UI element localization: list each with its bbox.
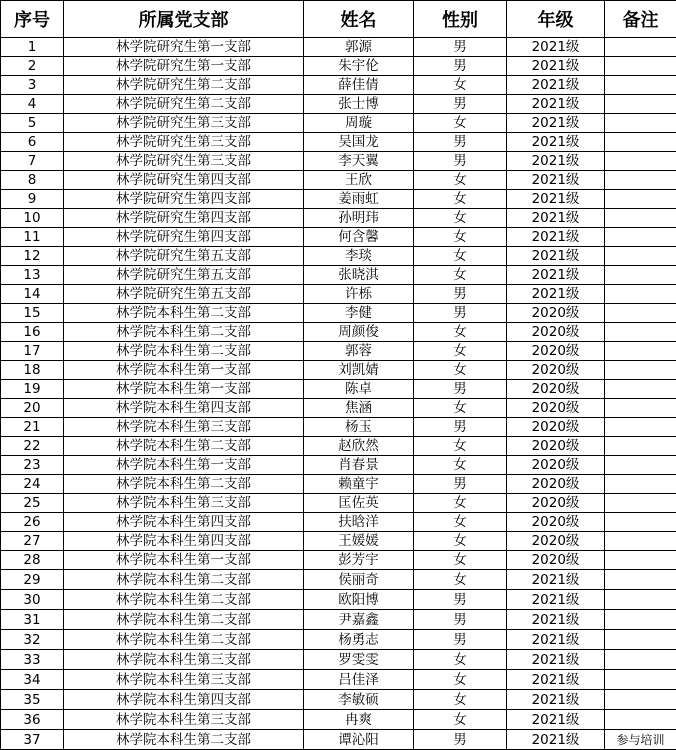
- cell-no: 34: [1, 670, 64, 690]
- cell-branch: 林学院本科生第四支部: [64, 532, 304, 551]
- cell-name: 扶晗洋: [304, 513, 414, 532]
- cell-grade: 2021级: [507, 650, 605, 670]
- cell-note: [605, 57, 676, 76]
- cell-gender: 男: [414, 152, 507, 171]
- cell-note: [605, 228, 676, 247]
- cell-no: 15: [1, 304, 64, 323]
- cell-note: [605, 209, 676, 228]
- cell-gender: 女: [414, 342, 507, 361]
- cell-grade: 2021级: [507, 57, 605, 76]
- cell-branch: 林学院研究生第一支部: [64, 57, 304, 76]
- cell-name: 侯丽奇: [304, 570, 414, 590]
- cell-name: 何含馨: [304, 228, 414, 247]
- cell-no: 7: [1, 152, 64, 171]
- cell-gender: 男: [414, 590, 507, 610]
- cell-gender: 女: [414, 650, 507, 670]
- cell-name: 谭沁阳: [304, 730, 414, 750]
- cell-branch: 林学院研究生第二支部: [64, 76, 304, 95]
- cell-name: 张晓淇: [304, 266, 414, 285]
- cell-gender: 女: [414, 437, 507, 456]
- header-note: 备注: [605, 1, 676, 38]
- cell-note: [605, 570, 676, 590]
- cell-branch: 林学院本科生第三支部: [64, 418, 304, 437]
- cell-no: 9: [1, 190, 64, 209]
- table-row: [1, 456, 676, 475]
- cell-grade: 2021级: [507, 630, 605, 650]
- cell-no: 29: [1, 570, 64, 590]
- cell-gender: 男: [414, 57, 507, 76]
- cell-name: 孙明玮: [304, 209, 414, 228]
- cell-branch: 林学院本科生第二支部: [64, 304, 304, 323]
- cell-branch: 林学院研究生第五支部: [64, 285, 304, 304]
- table-row: [1, 209, 676, 228]
- cell-gender: 男: [414, 285, 507, 304]
- cell-grade: 2021级: [507, 38, 605, 57]
- cell-grade: 2021级: [507, 209, 605, 228]
- cell-gender: 女: [414, 570, 507, 590]
- cell-name: 薛佳倩: [304, 76, 414, 95]
- cell-no: 1: [1, 38, 64, 57]
- cell-branch: 林学院本科生第二支部: [64, 342, 304, 361]
- cell-no: 4: [1, 95, 64, 114]
- cell-name: 赵欣然: [304, 437, 414, 456]
- cell-gender: 女: [414, 76, 507, 95]
- cell-name: 李天翼: [304, 152, 414, 171]
- header-row: [1, 1, 676, 38]
- cell-branch: 林学院本科生第二支部: [64, 590, 304, 610]
- table-row: [1, 38, 676, 57]
- cell-note: [605, 494, 676, 513]
- cell-name: 姜雨虹: [304, 190, 414, 209]
- cell-grade: 2021级: [507, 266, 605, 285]
- cell-branch: 林学院研究生第四支部: [64, 190, 304, 209]
- cell-name: 刘凯婧: [304, 361, 414, 380]
- cell-name: 周璇: [304, 114, 414, 133]
- cell-note: [605, 513, 676, 532]
- cell-gender: 女: [414, 171, 507, 190]
- cell-branch: 林学院本科生第一支部: [64, 380, 304, 399]
- table-row: [1, 650, 676, 670]
- cell-no: 16: [1, 323, 64, 342]
- cell-note: [605, 456, 676, 475]
- table-row: [1, 228, 676, 247]
- cell-note: [605, 710, 676, 730]
- cell-grade: 2021级: [507, 95, 605, 114]
- cell-grade: 2020级: [507, 304, 605, 323]
- table-row: [1, 399, 676, 418]
- cell-note: [605, 610, 676, 630]
- cell-name: 杨勇志: [304, 630, 414, 650]
- table-row: [1, 475, 676, 494]
- cell-name: 杨玉: [304, 418, 414, 437]
- cell-name: 许栎: [304, 285, 414, 304]
- table-row: [1, 76, 676, 95]
- cell-no: 19: [1, 380, 64, 399]
- cell-grade: 2021级: [507, 670, 605, 690]
- cell-no: 37: [1, 730, 64, 750]
- cell-grade: 2021级: [507, 152, 605, 171]
- cell-gender: 女: [414, 190, 507, 209]
- table-row: [1, 342, 676, 361]
- cell-gender: 男: [414, 630, 507, 650]
- cell-grade: 2020级: [507, 418, 605, 437]
- cell-note: 参与培训: [605, 730, 676, 750]
- table-row: [1, 590, 676, 610]
- cell-no: 35: [1, 690, 64, 710]
- cell-gender: 女: [414, 247, 507, 266]
- cell-name: 罗雯雯: [304, 650, 414, 670]
- cell-note: [605, 323, 676, 342]
- table-header: [1, 1, 676, 38]
- table-row: [1, 418, 676, 437]
- cell-grade: 2020级: [507, 437, 605, 456]
- cell-gender: 女: [414, 670, 507, 690]
- cell-name: 王媛媛: [304, 532, 414, 551]
- cell-branch: 林学院本科生第三支部: [64, 710, 304, 730]
- cell-name: 李健: [304, 304, 414, 323]
- table-row: [1, 570, 676, 590]
- cell-branch: 林学院研究生第三支部: [64, 114, 304, 133]
- cell-branch: 林学院研究生第三支部: [64, 133, 304, 152]
- cell-no: 23: [1, 456, 64, 475]
- cell-no: 31: [1, 610, 64, 630]
- cell-name: 郭蓉: [304, 342, 414, 361]
- cell-gender: 男: [414, 304, 507, 323]
- cell-grade: 2020级: [507, 380, 605, 399]
- cell-note: [605, 190, 676, 209]
- cell-branch: 林学院研究生第三支部: [64, 152, 304, 171]
- cell-gender: 男: [414, 133, 507, 152]
- header-gender: 性别: [414, 1, 507, 38]
- cell-gender: 女: [414, 456, 507, 475]
- cell-grade: 2021级: [507, 285, 605, 304]
- cell-branch: 林学院研究生第一支部: [64, 38, 304, 57]
- cell-no: 22: [1, 437, 64, 456]
- cell-no: 3: [1, 76, 64, 95]
- cell-name: 李敏硕: [304, 690, 414, 710]
- cell-no: 13: [1, 266, 64, 285]
- header-grade: 年级: [507, 1, 605, 38]
- cell-note: [605, 114, 676, 133]
- cell-no: 17: [1, 342, 64, 361]
- cell-grade: 2021级: [507, 133, 605, 152]
- cell-no: 5: [1, 114, 64, 133]
- cell-branch: 林学院本科生第一支部: [64, 361, 304, 380]
- cell-gender: 男: [414, 380, 507, 399]
- table-row: [1, 266, 676, 285]
- table-row: [1, 304, 676, 323]
- cell-gender: 男: [414, 610, 507, 630]
- cell-grade: 2021级: [507, 228, 605, 247]
- cell-note: [605, 361, 676, 380]
- table-row: [1, 95, 676, 114]
- cell-no: 11: [1, 228, 64, 247]
- cell-note: [605, 399, 676, 418]
- cell-branch: 林学院本科生第一支部: [64, 551, 304, 570]
- cell-gender: 女: [414, 690, 507, 710]
- cell-note: [605, 285, 676, 304]
- cell-grade: 2021级: [507, 570, 605, 590]
- cell-branch: 林学院研究生第二支部: [64, 95, 304, 114]
- cell-note: [605, 630, 676, 650]
- cell-note: [605, 152, 676, 171]
- cell-name: 朱宇伦: [304, 57, 414, 76]
- cell-gender: 女: [414, 513, 507, 532]
- cell-grade: 2020级: [507, 342, 605, 361]
- table-row: [1, 551, 676, 570]
- cell-name: 李琰: [304, 247, 414, 266]
- table-row: [1, 380, 676, 399]
- table-row: [1, 57, 676, 76]
- cell-name: 尹嘉鑫: [304, 610, 414, 630]
- cell-name: 欧阳博: [304, 590, 414, 610]
- cell-no: 32: [1, 630, 64, 650]
- cell-name: 匡佐英: [304, 494, 414, 513]
- cell-name: 吕佳泽: [304, 670, 414, 690]
- table-row: [1, 114, 676, 133]
- cell-name: 王欣: [304, 171, 414, 190]
- cell-no: 6: [1, 133, 64, 152]
- table-row: [1, 630, 676, 650]
- cell-name: 陈卓: [304, 380, 414, 399]
- table-row: [1, 152, 676, 171]
- cell-grade: 2020级: [507, 456, 605, 475]
- cell-no: 12: [1, 247, 64, 266]
- cell-name: 郭源: [304, 38, 414, 57]
- cell-no: 36: [1, 710, 64, 730]
- cell-branch: 林学院本科生第四支部: [64, 399, 304, 418]
- cell-branch: 林学院本科生第二支部: [64, 630, 304, 650]
- table-row: [1, 361, 676, 380]
- cell-no: 14: [1, 285, 64, 304]
- cell-note: [605, 38, 676, 57]
- cell-no: 2: [1, 57, 64, 76]
- cell-note: [605, 670, 676, 690]
- cell-name: 周颜俊: [304, 323, 414, 342]
- cell-name: 肖春景: [304, 456, 414, 475]
- table-row: [1, 730, 676, 750]
- cell-no: 28: [1, 551, 64, 570]
- cell-no: 30: [1, 590, 64, 610]
- cell-gender: 女: [414, 228, 507, 247]
- cell-no: 24: [1, 475, 64, 494]
- table-row: [1, 610, 676, 630]
- cell-note: [605, 95, 676, 114]
- cell-note: [605, 690, 676, 710]
- cell-branch: 林学院本科生第三支部: [64, 650, 304, 670]
- cell-note: [605, 475, 676, 494]
- cell-grade: 2021级: [507, 610, 605, 630]
- cell-grade: 2021级: [507, 710, 605, 730]
- cell-note: [605, 76, 676, 95]
- cell-branch: 林学院研究生第五支部: [64, 266, 304, 285]
- cell-no: 18: [1, 361, 64, 380]
- cell-no: 10: [1, 209, 64, 228]
- cell-note: [605, 342, 676, 361]
- cell-grade: 2021级: [507, 76, 605, 95]
- cell-note: [605, 437, 676, 456]
- cell-branch: 林学院研究生第四支部: [64, 228, 304, 247]
- cell-grade: 2021级: [507, 171, 605, 190]
- cell-branch: 林学院本科生第三支部: [64, 494, 304, 513]
- header-name: 姓名: [304, 1, 414, 38]
- cell-gender: 女: [414, 710, 507, 730]
- cell-grade: 2021级: [507, 690, 605, 710]
- cell-name: 彭芳宇: [304, 551, 414, 570]
- cell-name: 冉爽: [304, 710, 414, 730]
- cell-gender: 男: [414, 38, 507, 57]
- cell-note: [605, 590, 676, 610]
- cell-grade: 2020级: [507, 494, 605, 513]
- cell-gender: 女: [414, 551, 507, 570]
- table-row: [1, 437, 676, 456]
- cell-grade: 2021级: [507, 730, 605, 750]
- table-row: [1, 513, 676, 532]
- table-row: [1, 171, 676, 190]
- cell-gender: 男: [414, 730, 507, 750]
- cell-note: [605, 380, 676, 399]
- cell-gender: 女: [414, 361, 507, 380]
- header-branch: 所属党支部: [64, 1, 304, 38]
- header-no: 序号: [1, 1, 64, 38]
- table-row: [1, 710, 676, 730]
- cell-no: 26: [1, 513, 64, 532]
- table-row: [1, 532, 676, 551]
- table-row: [1, 690, 676, 710]
- cell-branch: 林学院本科生第一支部: [64, 456, 304, 475]
- cell-name: 吴国龙: [304, 133, 414, 152]
- cell-grade: 2020级: [507, 513, 605, 532]
- cell-grade: 2021级: [507, 114, 605, 133]
- table-row: [1, 133, 676, 152]
- cell-name: 张士博: [304, 95, 414, 114]
- cell-no: 27: [1, 532, 64, 551]
- table-row: [1, 190, 676, 209]
- cell-grade: 2020级: [507, 532, 605, 551]
- cell-gender: 女: [414, 209, 507, 228]
- table-row: [1, 494, 676, 513]
- table-row: [1, 247, 676, 266]
- cell-no: 33: [1, 650, 64, 670]
- table-row: [1, 285, 676, 304]
- cell-gender: 男: [414, 418, 507, 437]
- cell-branch: 林学院研究生第四支部: [64, 171, 304, 190]
- cell-gender: 女: [414, 266, 507, 285]
- cell-grade: 2020级: [507, 323, 605, 342]
- cell-branch: 林学院本科生第四支部: [64, 690, 304, 710]
- cell-branch: 林学院本科生第二支部: [64, 323, 304, 342]
- cell-branch: 林学院研究生第四支部: [64, 209, 304, 228]
- cell-grade: 2021级: [507, 247, 605, 266]
- cell-branch: 林学院本科生第二支部: [64, 730, 304, 750]
- cell-gender: 女: [414, 399, 507, 418]
- cell-branch: 林学院本科生第三支部: [64, 670, 304, 690]
- cell-no: 25: [1, 494, 64, 513]
- cell-gender: 男: [414, 95, 507, 114]
- table-body: [1, 38, 676, 750]
- cell-grade: 2021级: [507, 590, 605, 610]
- cell-note: [605, 418, 676, 437]
- cell-note: [605, 133, 676, 152]
- cell-note: [605, 551, 676, 570]
- cell-grade: 2021级: [507, 190, 605, 209]
- cell-grade: 2020级: [507, 361, 605, 380]
- cell-grade: 2020级: [507, 551, 605, 570]
- cell-name: 赖童宇: [304, 475, 414, 494]
- cell-note: [605, 650, 676, 670]
- cell-note: [605, 247, 676, 266]
- cell-branch: 林学院本科生第二支部: [64, 570, 304, 590]
- cell-no: 8: [1, 171, 64, 190]
- cell-note: [605, 304, 676, 323]
- cell-grade: 2020级: [507, 475, 605, 494]
- cell-note: [605, 266, 676, 285]
- cell-branch: 林学院研究生第五支部: [64, 247, 304, 266]
- cell-branch: 林学院本科生第四支部: [64, 513, 304, 532]
- cell-note: [605, 532, 676, 551]
- cell-no: 21: [1, 418, 64, 437]
- cell-branch: 林学院本科生第二支部: [64, 475, 304, 494]
- cell-note: [605, 171, 676, 190]
- table-row: [1, 670, 676, 690]
- cell-gender: 女: [414, 532, 507, 551]
- cell-gender: 女: [414, 323, 507, 342]
- table-row: [1, 323, 676, 342]
- cell-gender: 女: [414, 114, 507, 133]
- cell-name: 焦涵: [304, 399, 414, 418]
- cell-grade: 2020级: [507, 399, 605, 418]
- cell-branch: 林学院本科生第二支部: [64, 610, 304, 630]
- cell-gender: 女: [414, 494, 507, 513]
- cell-gender: 男: [414, 475, 507, 494]
- cell-no: 20: [1, 399, 64, 418]
- cell-branch: 林学院本科生第二支部: [64, 437, 304, 456]
